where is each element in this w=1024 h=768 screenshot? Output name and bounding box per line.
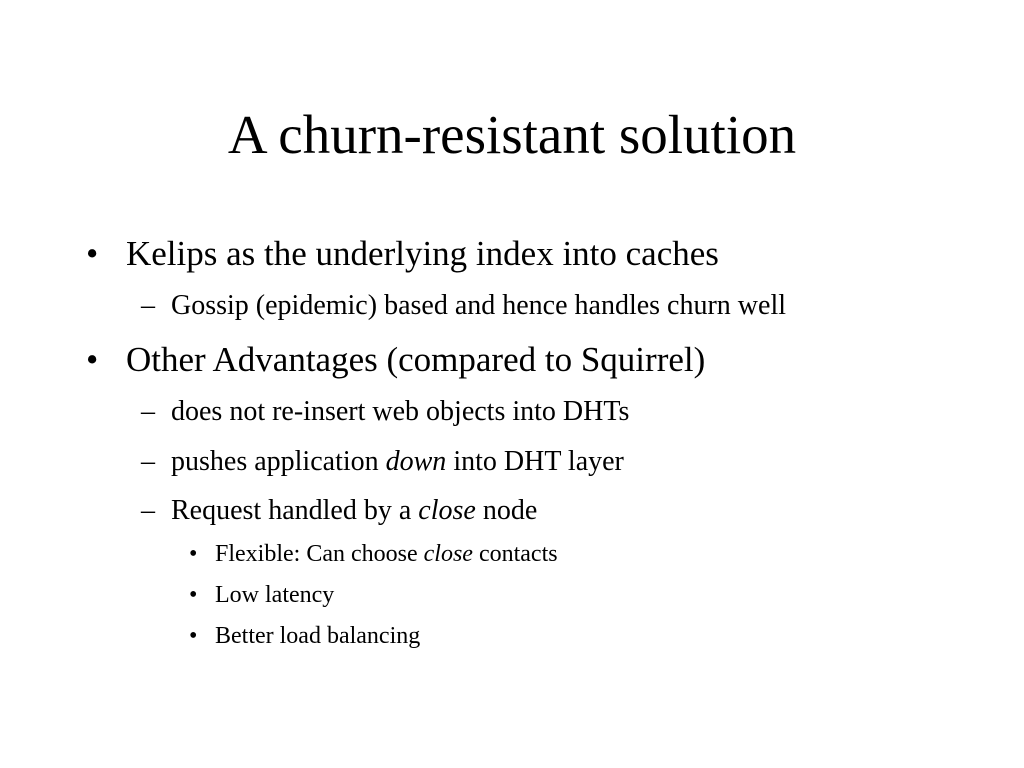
text-segment: node (475, 495, 538, 526)
sub-bullet-marker: – (141, 396, 155, 427)
text-segment: contacts (472, 541, 558, 567)
sub-sub-bullet-marker: • (189, 623, 198, 649)
bullet-marker: • (86, 234, 99, 273)
sub-sub-bullet-marker: • (189, 582, 198, 608)
sub-bullet-marker: – (141, 290, 155, 321)
text-segment: pushes application (171, 446, 386, 477)
sub-sub-bullet-item (215, 540, 558, 568)
sub-sub-bullet-marker: • (189, 541, 198, 567)
text-segment: into DHT layer (446, 446, 624, 477)
emphasized-text: close (418, 495, 476, 526)
slide-title: A churn-resistant solution (227, 104, 797, 165)
bullet-item: Kelips as the underlying index into caches (126, 234, 719, 273)
sub-bullet-marker: – (141, 446, 155, 477)
text-segment: Request handled by a (171, 495, 419, 526)
sub-sub-bullet-item: Low latency (215, 582, 335, 608)
sub-bullet-item (171, 494, 537, 528)
emphasized-text: down (385, 446, 447, 477)
bullet-item: Other Advantages (compared to Squirrel) (126, 340, 706, 379)
sub-bullet-marker: – (141, 495, 155, 526)
text-segment: Flexible: Can choose (215, 541, 424, 567)
sub-bullet-item: does not re-insert web objects into DHTs (171, 396, 630, 427)
bullet-marker: • (86, 340, 99, 379)
sub-bullet-item (171, 445, 624, 479)
sub-sub-bullet-item: Better load balancing (215, 623, 421, 649)
emphasized-text: close (423, 541, 473, 567)
sub-bullet-item: Gossip (epidemic) based and hence handles churn well (171, 290, 787, 321)
